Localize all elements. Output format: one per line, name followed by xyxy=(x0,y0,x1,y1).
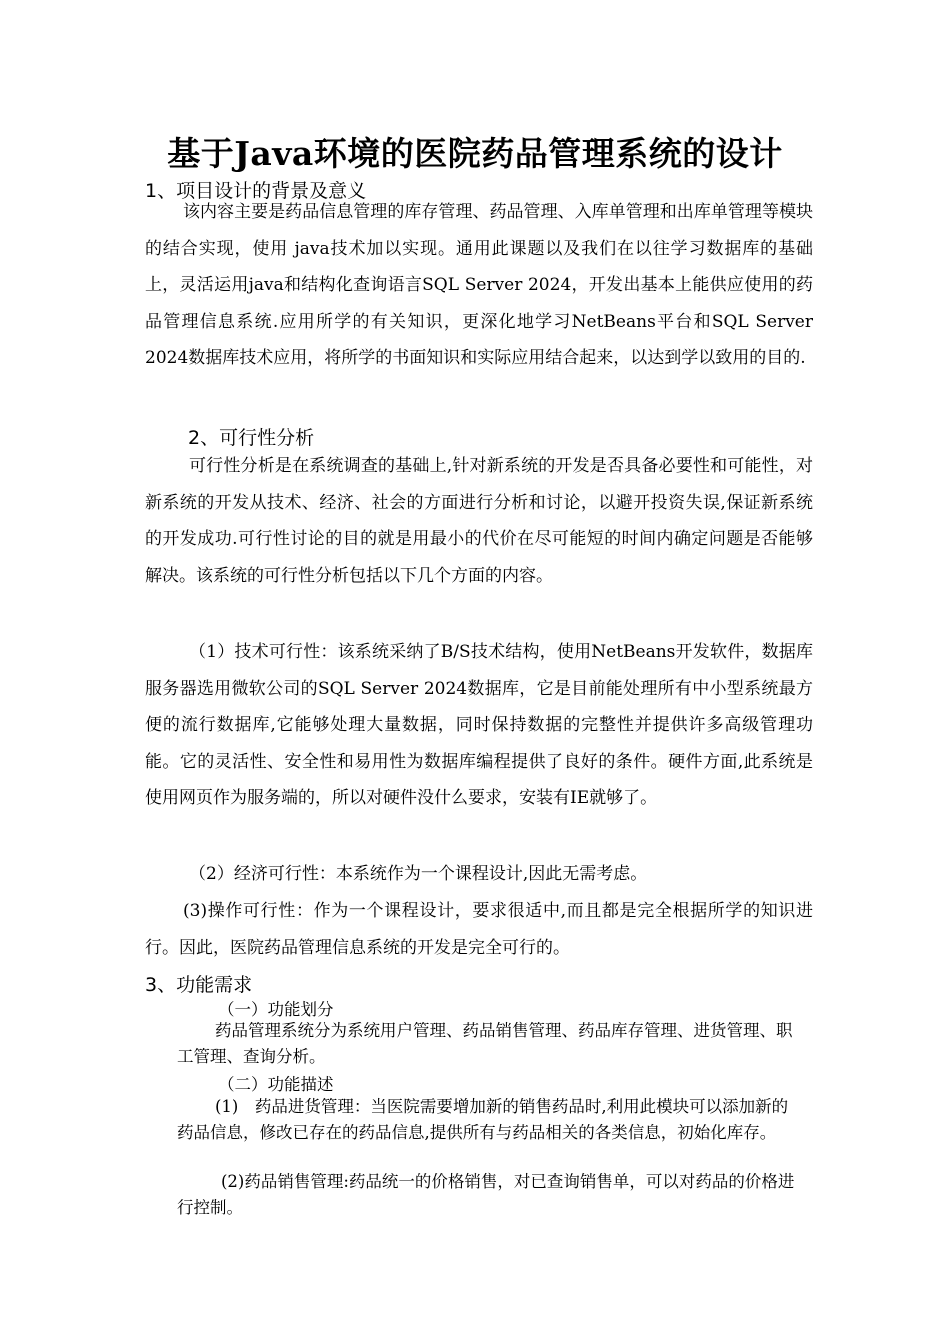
function-item-purchase: (1) 药品进货管理：当医院需要增加新的销售药品时,利用此模块可以添加新的药品信息，修改已存在的药品信息,提供所有与药品相关的各类信息，初始化库存。 xyxy=(177,1097,789,1142)
subsection-function-description: （二）功能描述 xyxy=(218,1075,334,1094)
function-item-sales: (2)药品销售管理:药品统一的价格销售，对已查询销售单，可以对药品的价格进行控制。 xyxy=(177,1172,795,1217)
subsection-function-division: （一）功能划分 xyxy=(218,1000,334,1019)
section-2-paragraph-operational: (3)操作可行性：作为一个课程设计，要求很适中,而且都是完全根据所学的知识进行。因此，医院药品管理信息系统的开发是完全可行的。 xyxy=(145,901,813,958)
section-1-paragraph: 该内容主要是药品信息管理的库存管理、药品管理、入库单管理和出库单管理等模块的结合实现，使用 java技术加以实现。通用此课题以及我们在以往学习数据库的基础上，灵活运用java和结构化查询语言SQL Server 2024，开发出基本上能供应使用的药品管理信息系统.应用所学的有关知识，更深化地学习NetBeans平台和SQL Server 2024数据库技术应用，将所学的书面知识和实际应用结合起来，以达到学以致用的目的. xyxy=(145,202,813,368)
section-2-paragraph-economic: （2）经济可行性：本系统作为一个课程设计,因此无需考虑。 xyxy=(189,864,648,884)
section-3-heading: 3、功能需求 xyxy=(145,974,253,996)
section-2-paragraph-1: 可行性分析是在系统调查的基础上,针对新系统的开发是否具备必要性和可能性，对新系统的开发从技术、经济、社会的方面进行分析和讨论，以避开投资失误,保证新系统的开发成功.可行性讨论的目的就是用最小的代价在尽可能短的时间内确定问题是否能够解决。该系统的可行性分析包括以下几个方面的内容。 xyxy=(145,456,813,586)
section-2-paragraph-technical: （1）技术可行性：该系统采纳了B/S技术结构，使用NetBeans开发软件，数据库服务器选用微软公司的SQL Server 2024数据库，它是目前能处理所有中小型系统最方便的流行数据库,它能够处理大量数据，同时保持数据的完整性并提供许多高级管理功能。它的灵活性、安全性和易用性为数据库编程提供了良好的条件。硬件方面,此系统是使用网页作为服务端的，所以对硬件没什么要求，安装有IE就够了。 xyxy=(145,642,813,808)
section-2-heading: 2、可行性分析 xyxy=(188,427,315,449)
section-1-heading: 1、项目设计的背景及意义 xyxy=(145,180,367,202)
function-division-text: 药品管理系统分为系统用户管理、药品销售管理、药品库存管理、进货管理、职工管理、查询分析。 xyxy=(177,1021,793,1066)
document-title: 基于Java环境的医院药品管理系统的设计 xyxy=(167,134,783,173)
